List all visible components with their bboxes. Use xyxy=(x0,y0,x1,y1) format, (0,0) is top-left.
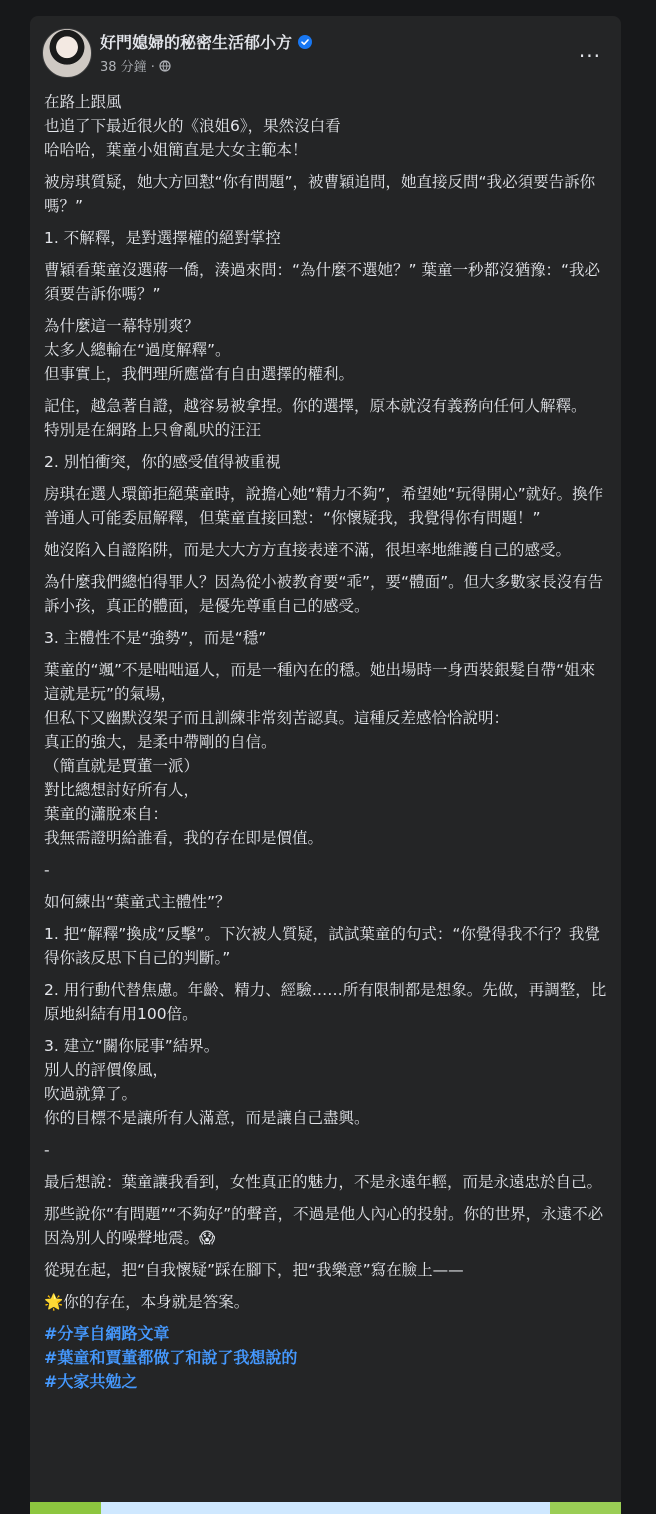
post-card xyxy=(30,16,621,1514)
post-text-line: 你的目標不是讓所有人滿意，而是讓自己盡興。 xyxy=(44,1109,370,1127)
post-text-line: 在路上跟風 xyxy=(44,93,122,111)
post-paragraph xyxy=(44,1138,610,1162)
post-text-line: 🌟你的存在，本身就是答案。 xyxy=(44,1293,250,1311)
post-text-line: 葉童的“颯”不是咄咄逼人，而是一種內在的穩。她出場時一身西裝銀髮自帶“姐來這就是玩”的氣場， xyxy=(44,661,596,703)
post-text-line: 為什麼這一幕特別爽？ xyxy=(44,317,200,335)
post-paragraph xyxy=(44,922,610,970)
post-paragraph xyxy=(44,1202,610,1250)
post-text-line: 如何練出“葉童式主體性”？ xyxy=(44,893,231,911)
post-paragraph xyxy=(44,314,610,386)
post-text-line: 也追了下最近很火的《浪姐6》，果然沒白看 xyxy=(44,117,341,135)
hashtag-link[interactable]: #葉童和賈董都做了和說了我想說的 xyxy=(44,1348,298,1367)
post-paragraph xyxy=(44,570,610,618)
post-paragraph xyxy=(44,1170,610,1194)
post-paragraph xyxy=(44,658,610,850)
attached-image-edge[interactable] xyxy=(30,1502,621,1514)
post-paragraph xyxy=(44,538,610,562)
post-text-line: 1. 不解釋，是對選擇權的絕對掌控 xyxy=(44,229,281,247)
author-name[interactable]: 好門媳婦的秘密生活郁小方 xyxy=(100,33,293,52)
post-text-line: 她沒陷入自證陷阱，而是大大方方直接表達不滿，很坦率地維護自己的感受。 xyxy=(44,541,572,559)
post-text-line: 從現在起，把“自我懷疑”踩在腳下，把“我樂意”寫在臉上—— xyxy=(44,1261,464,1279)
post-paragraph xyxy=(44,450,610,474)
post-paragraph xyxy=(44,394,610,442)
post-paragraph xyxy=(44,890,610,914)
post-header xyxy=(42,28,609,80)
post-text-line: 葉童的瀟脫來自： xyxy=(44,805,169,823)
post-paragraph xyxy=(44,258,610,306)
post-text-line: 3. 建立“關你屁事”結界。 xyxy=(44,1037,220,1055)
post-paragraph xyxy=(44,1290,610,1314)
post-paragraph xyxy=(44,1034,610,1130)
post-text-line: 太多人總輸在“過度解釋”。 xyxy=(44,341,231,359)
hashtag-list xyxy=(44,1322,610,1394)
post-text-line: 3. 主體性不是“強勢”，而是“穩” xyxy=(44,629,267,647)
post-text-line: 但私下又幽默沒架子而且訓練非常刻苦認真。這種反差感恰恰說明： xyxy=(44,709,510,727)
post-text-line: 對比總想討好所有人， xyxy=(44,781,200,799)
more-options-icon[interactable]: ··· xyxy=(578,44,601,68)
post-paragraph xyxy=(44,482,610,530)
globe-icon xyxy=(159,60,171,72)
hashtag-link[interactable]: #大家共勉之 xyxy=(44,1372,138,1391)
post-timestamp[interactable]: 38 分鐘 · xyxy=(100,60,155,75)
post-text-line: - xyxy=(44,1141,50,1159)
post-text-line: 真正的強大，是柔中帶剛的自信。 xyxy=(44,733,277,751)
author-avatar[interactable] xyxy=(42,28,92,78)
post-text-line: - xyxy=(44,861,50,879)
post-text-line: 2. 用行動代替焦慮。年齡、精力、經驗……所有限制都是想象。先做，再調整，比原地糾結有用100倍。 xyxy=(44,981,607,1023)
post-text-line: （簡直就是賈董一派） xyxy=(44,757,200,775)
post-text-line: 最后想說：葉童讓我看到，女性真正的魅力，不是永遠年輕，而是永遠忠於自己。 xyxy=(44,1173,603,1191)
post-paragraph xyxy=(44,1258,610,1282)
author-row xyxy=(100,30,312,53)
post-text-line: 房琪在選人環節拒絕葉童時，說擔心她“精力不夠”，希望她“玩得開心”就好。換作普通人可能委屈解釋，但葉童直接回懟：“你懷疑我，我覺得你有問題！” xyxy=(44,485,604,527)
post-paragraph xyxy=(44,170,610,218)
hashtag-link[interactable]: #分享自網路文章 xyxy=(44,1324,170,1343)
post-paragraph xyxy=(44,226,610,250)
post-paragraph xyxy=(44,626,610,650)
post-body xyxy=(44,90,610,1394)
post-paragraph xyxy=(44,90,610,162)
post-text-line: 為什麼我們總怕得罪人？因為從小被教育要“乖”，要“體面”。但大多數家長沒有告訴小孩，真正的體面，是優先尊重自己的感受。 xyxy=(44,573,604,615)
post-paragraph xyxy=(44,858,610,882)
post-text-line: 特別是在網路上只會亂吠的汪汪 xyxy=(44,421,262,439)
post-text-line: 哈哈哈，葉童小姐簡直是大女主範本！ xyxy=(44,141,308,159)
post-text-line: 吹過就算了。 xyxy=(44,1085,138,1103)
post-text-line: 曹穎看葉童沒選蔣一僑，湊過來問：“為什麼不選她？” 葉童一秒都沒猶豫：“我必須要告訴你嗎？” xyxy=(44,261,601,303)
post-text-line: 別人的評價像風， xyxy=(44,1061,169,1079)
post-text-line: 2. 別怕衝突，你的感受值得被重視 xyxy=(44,453,281,471)
post-text-line: 被房琪質疑，她大方回懟“你有問題”，被曹穎追問，她直接反問“我必須要告訴你嗎？” xyxy=(44,173,596,215)
post-text-line: 1. 把“解釋”換成“反擊”。下次被人質疑，試試葉童的句式：“你覺得我不行？我覺得你該反思下自己的判斷。” xyxy=(44,925,600,967)
post-text-line: 我無需證明給誰看，我的存在即是價值。 xyxy=(44,829,324,847)
verified-badge-icon xyxy=(298,35,312,49)
post-paragraph xyxy=(44,978,610,1026)
post-text-line: 那些說你“有問題”“不夠好”的聲音，不過是他人內心的投射。你的世界，永遠不必因為別人的噪聲地震。😱 xyxy=(44,1205,604,1247)
post-meta xyxy=(100,56,171,75)
post-text-line: 但事實上，我們理所應當有自由選擇的權利。 xyxy=(44,365,355,383)
post-text-line: 記住，越急著自證，越容易被拿捏。你的選擇，原本就沒有義務向任何人解釋。 xyxy=(44,397,587,415)
